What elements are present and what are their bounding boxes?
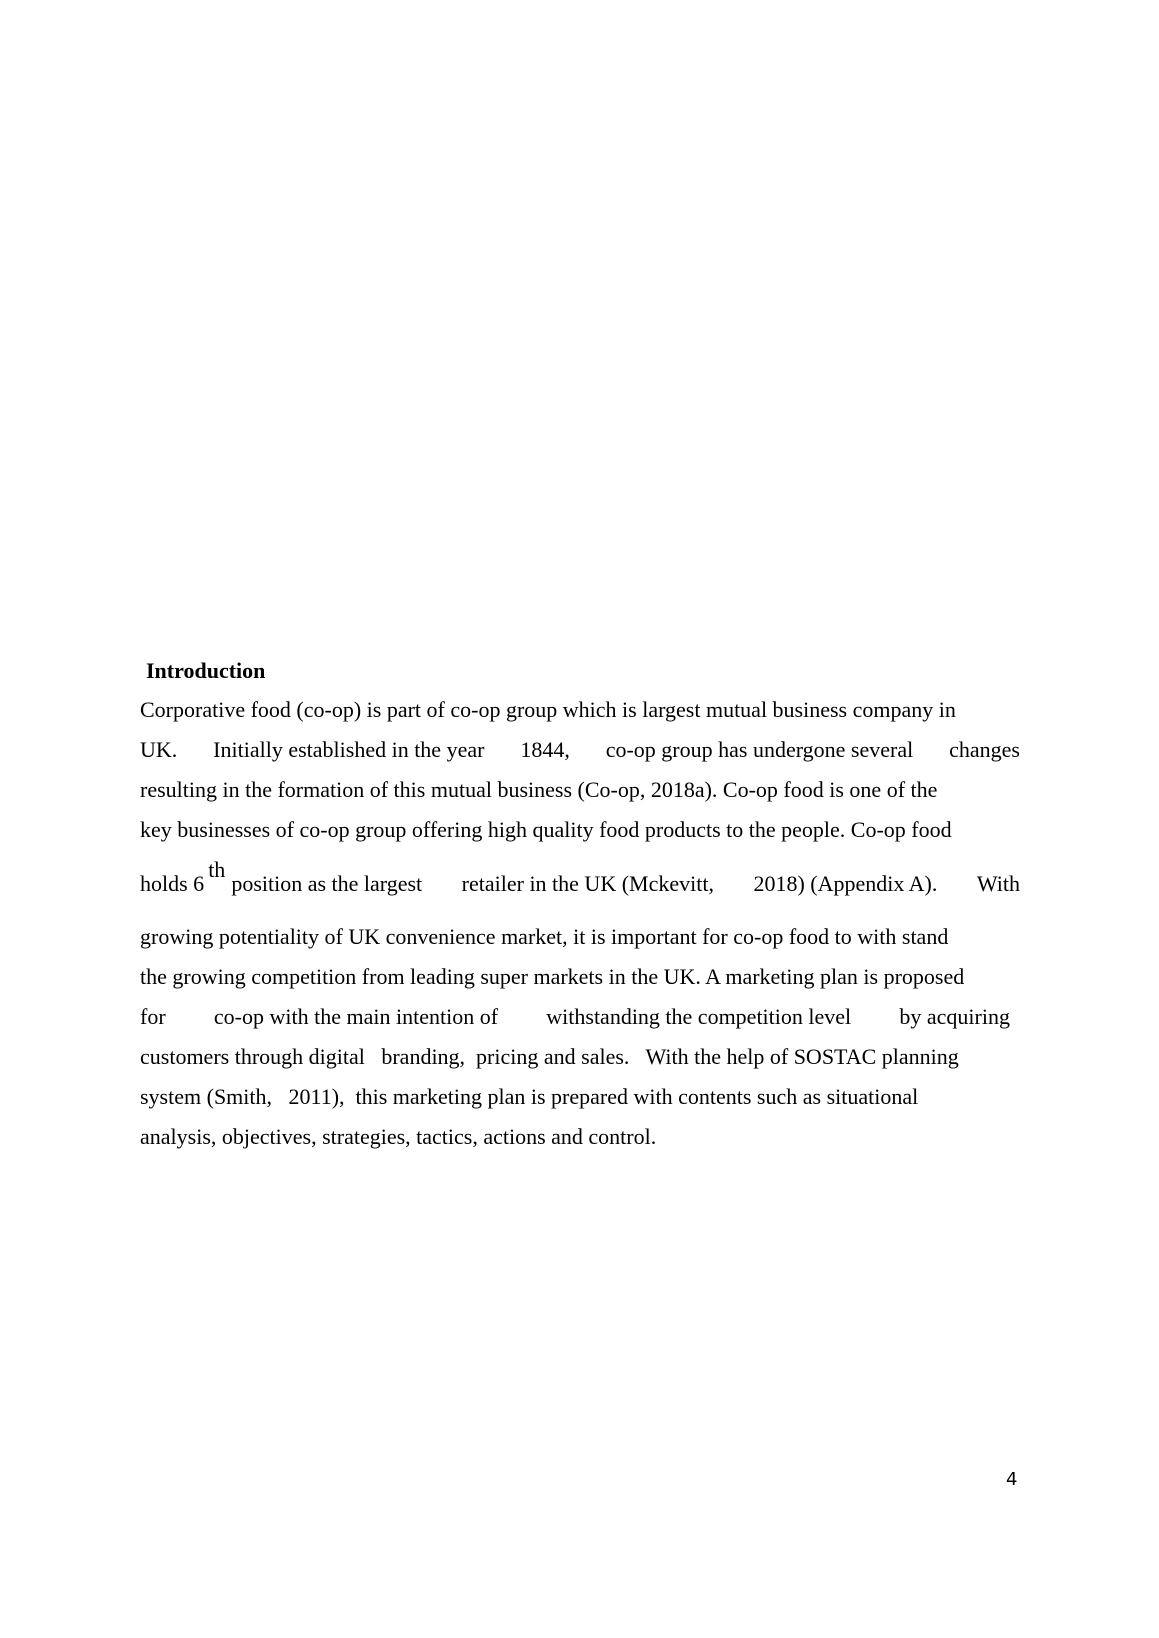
section-heading: Introduction bbox=[146, 658, 266, 683]
line-segment: co-op group has undergone several bbox=[605, 737, 914, 762]
line-segment: UK. bbox=[140, 737, 178, 762]
superscript: th bbox=[208, 857, 226, 882]
line-segment: co-op with the main intention of bbox=[213, 1004, 499, 1029]
line-segment: Initially established in the year bbox=[213, 737, 485, 762]
paragraph-line: system (Smith, 2011), this marketing plan is prepared with contents such as situational bbox=[140, 1084, 919, 1109]
page-number: 4 bbox=[1006, 1469, 1018, 1490]
line-segment: for bbox=[140, 1004, 166, 1029]
line-segment-text: position as the largest bbox=[231, 871, 423, 896]
paragraph-line: key businesses of co-op group offering high quality food products to the people. Co-op food bbox=[140, 817, 952, 842]
paragraph-line: customers through digital branding, pricing and sales. With the help of SOSTAC planning bbox=[140, 1044, 959, 1069]
paragraph-line bbox=[140, 1004, 1010, 1030]
line-segment: With bbox=[976, 871, 1020, 896]
paragraph-line: growing potentiality of UK convenience market, it is important for co-op food to with stand bbox=[140, 924, 949, 949]
line-segment: by acquiring bbox=[899, 1004, 1010, 1029]
paragraph-line: analysis, objectives, strategies, tactics, actions and control. bbox=[140, 1124, 657, 1149]
line-segment bbox=[140, 857, 423, 897]
line-segment: withstanding the competition level bbox=[546, 1004, 852, 1029]
paragraph-line: the growing competition from leading super markets in the UK. A marketing plan is proposed bbox=[140, 964, 965, 989]
line-segment: changes bbox=[949, 737, 1020, 762]
paragraph-line: resulting in the formation of this mutual business (Co-op, 2018a). Co-op food is one of the bbox=[140, 777, 938, 802]
line-segment: 2018) (Appendix A). bbox=[753, 871, 938, 896]
line-segment-text: holds 6 bbox=[140, 871, 205, 896]
paragraph-line: Corporative food (co-op) is part of co-op group which is largest mutual business company in bbox=[140, 697, 956, 722]
paragraph-line bbox=[140, 857, 1020, 897]
paragraph-line bbox=[140, 737, 1020, 763]
line-segment: 1844, bbox=[520, 737, 570, 762]
line-segment: retailer in the UK (Mckevitt, bbox=[461, 871, 714, 896]
